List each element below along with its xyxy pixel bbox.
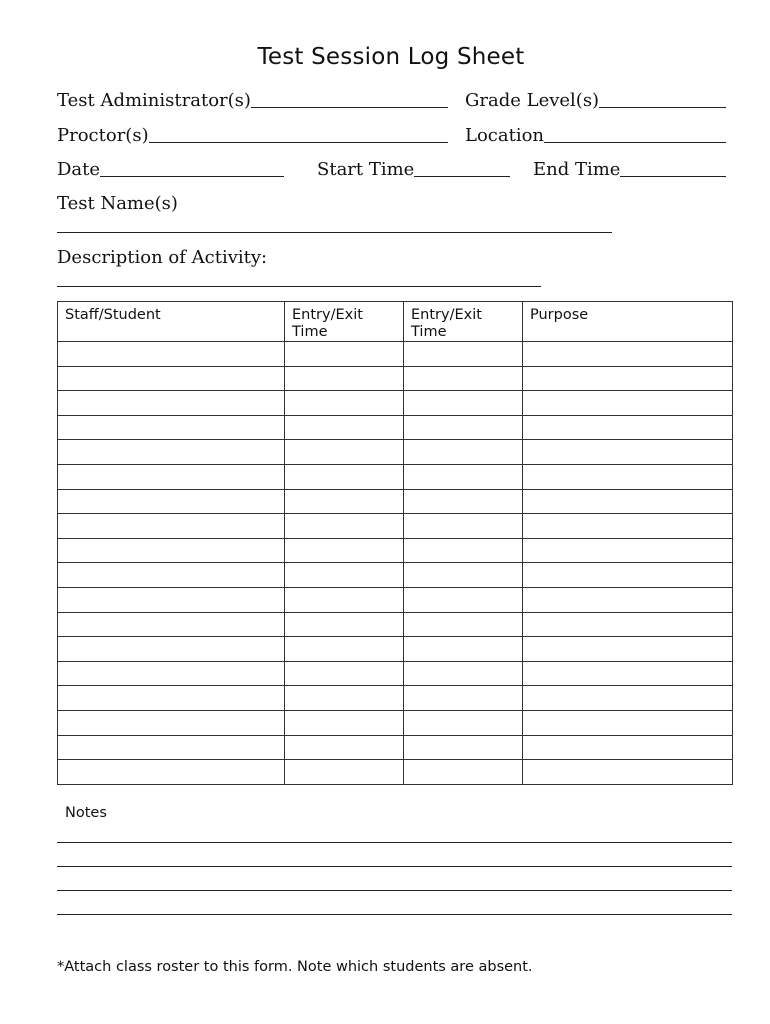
table-cell[interactable] xyxy=(285,661,404,686)
page-title: Test Session Log Sheet xyxy=(257,44,525,70)
table-cell[interactable] xyxy=(285,710,404,735)
table-cell[interactable] xyxy=(404,661,523,686)
proctor-label: Proctor(s) xyxy=(57,125,149,146)
table-cell[interactable] xyxy=(523,735,733,760)
table-cell[interactable] xyxy=(404,710,523,735)
notes-line[interactable] xyxy=(57,890,732,891)
table-cell[interactable] xyxy=(285,735,404,760)
table-cell[interactable] xyxy=(404,587,523,612)
proctor-blank[interactable] xyxy=(149,126,448,143)
end-time-blank[interactable] xyxy=(620,160,726,177)
table-cell[interactable] xyxy=(404,760,523,785)
notes-line[interactable] xyxy=(57,914,732,915)
table-cell[interactable] xyxy=(523,366,733,391)
location-blank[interactable] xyxy=(544,126,726,143)
test-name-field xyxy=(57,194,178,214)
table-cell[interactable] xyxy=(523,489,733,514)
column-header-purpose: Purpose xyxy=(523,302,733,342)
table-cell[interactable] xyxy=(58,760,285,785)
table-header-row xyxy=(58,302,733,342)
description-label: Description of Activity: xyxy=(57,247,268,268)
table-cell[interactable] xyxy=(285,440,404,465)
table-cell[interactable] xyxy=(404,514,523,539)
description-blank[interactable] xyxy=(57,286,541,287)
grade-level-label: Grade Level(s) xyxy=(465,90,600,111)
end-time-field[interactable] xyxy=(533,160,726,180)
table-cell[interactable] xyxy=(285,612,404,637)
table-cell[interactable] xyxy=(404,612,523,637)
table-cell[interactable] xyxy=(404,342,523,367)
table-row xyxy=(58,612,733,637)
table-row xyxy=(58,514,733,539)
table-cell[interactable] xyxy=(285,415,404,440)
test-administrator-blank[interactable] xyxy=(251,91,448,108)
table-cell[interactable] xyxy=(404,366,523,391)
description-row xyxy=(57,244,726,268)
table-cell[interactable] xyxy=(404,464,523,489)
date-blank[interactable] xyxy=(100,160,284,177)
table-cell[interactable] xyxy=(58,514,285,539)
table-cell[interactable] xyxy=(285,391,404,416)
table-row xyxy=(58,489,733,514)
start-time-field[interactable] xyxy=(317,160,510,180)
table-cell[interactable] xyxy=(285,760,404,785)
notes-line[interactable] xyxy=(57,866,732,867)
table-cell[interactable] xyxy=(523,637,733,662)
test-name-label: Test Name(s) xyxy=(57,193,178,214)
table-cell[interactable] xyxy=(404,391,523,416)
test-administrator-label: Test Administrator(s) xyxy=(57,90,251,111)
table-cell[interactable] xyxy=(285,464,404,489)
table-cell[interactable] xyxy=(285,686,404,711)
table-cell[interactable] xyxy=(523,686,733,711)
table-cell[interactable] xyxy=(58,440,285,465)
notes-label: Notes xyxy=(65,805,107,821)
start-time-label: Start Time xyxy=(317,159,415,180)
table-row xyxy=(58,760,733,785)
table-row xyxy=(58,391,733,416)
start-time-blank[interactable] xyxy=(414,160,510,177)
table-cell[interactable] xyxy=(404,735,523,760)
table-cell[interactable] xyxy=(404,637,523,662)
table-cell[interactable] xyxy=(58,538,285,563)
table-cell[interactable] xyxy=(404,440,523,465)
table-cell[interactable] xyxy=(58,489,285,514)
proctor-location-row xyxy=(57,122,726,146)
table-row xyxy=(58,342,733,367)
notes-line[interactable] xyxy=(57,842,732,843)
table-cell[interactable] xyxy=(285,538,404,563)
table-cell[interactable] xyxy=(523,538,733,563)
table-row xyxy=(58,366,733,391)
table-cell[interactable] xyxy=(285,637,404,662)
table-cell[interactable] xyxy=(58,391,285,416)
table-cell[interactable] xyxy=(523,760,733,785)
description-field xyxy=(57,248,267,268)
table-cell[interactable] xyxy=(58,464,285,489)
table-cell[interactable] xyxy=(523,464,733,489)
table-cell[interactable] xyxy=(58,366,285,391)
table-row xyxy=(58,661,733,686)
table-cell[interactable] xyxy=(285,587,404,612)
table-cell[interactable] xyxy=(404,489,523,514)
table-cell[interactable] xyxy=(58,563,285,588)
proctor-field[interactable] xyxy=(57,126,448,146)
table-cell[interactable] xyxy=(285,563,404,588)
table-cell[interactable] xyxy=(285,514,404,539)
test-name-row xyxy=(57,190,726,214)
table-cell[interactable] xyxy=(58,710,285,735)
table-cell[interactable] xyxy=(58,661,285,686)
log-table xyxy=(57,301,733,785)
table-cell[interactable] xyxy=(58,587,285,612)
table-cell[interactable] xyxy=(404,538,523,563)
table-cell[interactable] xyxy=(523,342,733,367)
table-cell[interactable] xyxy=(58,735,285,760)
table-row xyxy=(58,587,733,612)
date-label: Date xyxy=(57,159,101,180)
table-row xyxy=(58,710,733,735)
table-cell[interactable] xyxy=(523,587,733,612)
table-cell[interactable] xyxy=(58,612,285,637)
table-cell[interactable] xyxy=(404,686,523,711)
column-header-entry-exit-time: Entry/Exit Time xyxy=(285,302,404,342)
table-row xyxy=(58,464,733,489)
test-administrator-field[interactable] xyxy=(57,91,448,111)
table-cell[interactable] xyxy=(523,661,733,686)
table-cell[interactable] xyxy=(58,637,285,662)
table-cell[interactable] xyxy=(523,415,733,440)
table-row xyxy=(58,415,733,440)
table-cell[interactable] xyxy=(523,440,733,465)
table-cell[interactable] xyxy=(523,612,733,637)
table-row xyxy=(58,538,733,563)
location-label: Location xyxy=(465,125,545,146)
table-cell[interactable] xyxy=(523,563,733,588)
table-cell[interactable] xyxy=(285,342,404,367)
table-cell[interactable] xyxy=(404,415,523,440)
test-name-blank[interactable] xyxy=(57,232,612,233)
table-cell[interactable] xyxy=(58,415,285,440)
table-cell[interactable] xyxy=(285,366,404,391)
administrator-grade-row xyxy=(57,87,726,111)
table-cell[interactable] xyxy=(523,514,733,539)
table-cell[interactable] xyxy=(58,342,285,367)
table-cell[interactable] xyxy=(523,391,733,416)
table-row xyxy=(58,686,733,711)
roster-footnote: *Attach class roster to this form. Note which students are absent. xyxy=(57,959,533,975)
table-cell[interactable] xyxy=(58,686,285,711)
location-field[interactable] xyxy=(465,126,726,146)
column-header-staff-student: Staff/Student xyxy=(58,302,285,342)
date-field[interactable] xyxy=(57,160,284,180)
grade-level-field[interactable] xyxy=(465,91,726,111)
table-cell[interactable] xyxy=(523,710,733,735)
date-time-row xyxy=(57,156,726,180)
table-row xyxy=(58,563,733,588)
column-header-entry-exit-time: Entry/Exit Time xyxy=(404,302,523,342)
table-row xyxy=(58,637,733,662)
table-row xyxy=(58,735,733,760)
table-cell[interactable] xyxy=(285,489,404,514)
grade-level-blank[interactable] xyxy=(599,91,726,108)
end-time-label: End Time xyxy=(533,159,621,180)
table-cell[interactable] xyxy=(404,563,523,588)
table-row xyxy=(58,440,733,465)
